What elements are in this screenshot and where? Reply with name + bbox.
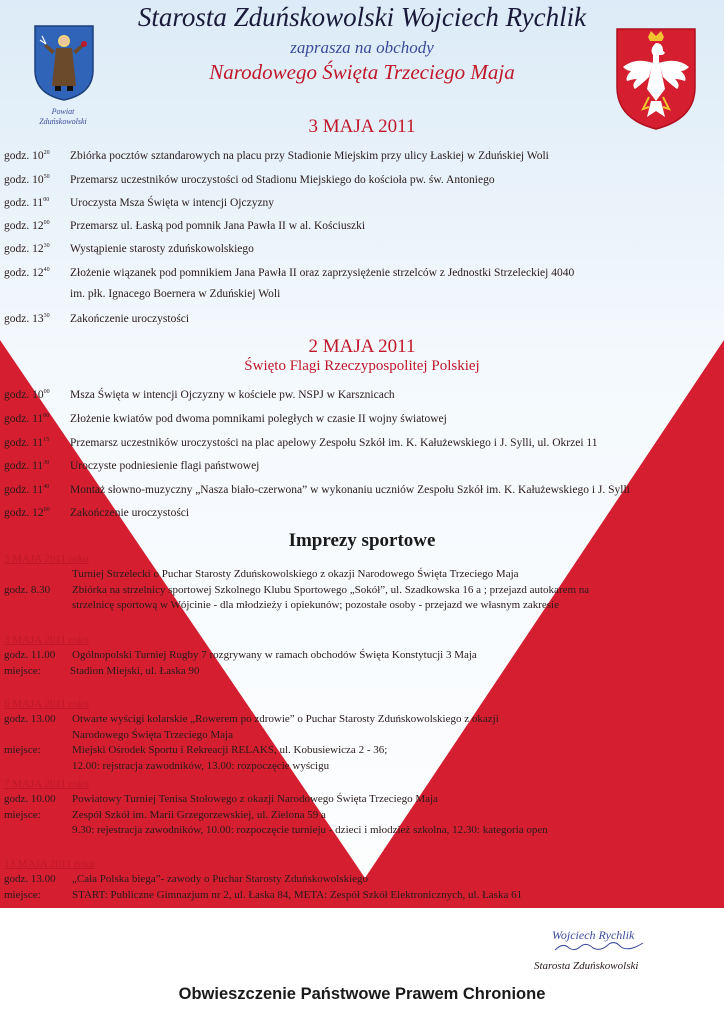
schedule-row bbox=[4, 239, 254, 256]
schedule-desc: Złożenie kwiatów pod dwoma pomnikami poległych w czasie II wojny światowej bbox=[70, 412, 447, 425]
footer-notice: Obwieszczenie Państwowe Prawem Chronione bbox=[178, 985, 546, 1003]
schedule-row bbox=[4, 456, 259, 473]
crest-caption-line1: Powiat bbox=[51, 107, 75, 116]
schedule-desc: Montaż słowno-muzyczny „Nasza biało-czerwona” w wykonaniu uczniów Zespołu Szkół im. K. Kałużewskiego i J. Sylli bbox=[70, 483, 630, 496]
sports-text: 12.00: rejstracja zawodników, 13.00: rozpoczęcie wyścigu bbox=[72, 759, 330, 772]
sports-label: godz. 13.00 bbox=[4, 713, 56, 725]
schedule-time-text: godz. 11 bbox=[4, 412, 44, 425]
schedule-time bbox=[4, 480, 70, 497]
may2-heading: 2 MAJA 2011 bbox=[308, 336, 416, 357]
signature-role: Starosta Zduńskowolski bbox=[534, 960, 639, 972]
schedule-desc: Uroczysta Msza Święta w intencji Ojczyzny bbox=[70, 196, 275, 209]
schedule-time bbox=[4, 216, 70, 233]
schedule-desc: Złożenie wiązanek pod pomnikiem Jana Pawła II oraz zaprzysiężenie strzelców z Jednostki Strzeleckiej 4040 bbox=[70, 266, 575, 279]
schedule-time bbox=[4, 385, 70, 402]
sports-text: 9.30: rejestracja zawodników, 10.00: rozpoczęcie turnieju - dzieci i młodzież szkolna, 12.30: kategoria open bbox=[72, 824, 548, 836]
schedule-row bbox=[4, 385, 395, 402]
schedule-time-minutes: 00 bbox=[43, 220, 50, 226]
schedule-row bbox=[4, 216, 365, 233]
schedule-time-text: godz. 10 bbox=[4, 173, 44, 186]
sports-text: Otwarte wyścigi kolarskie „Rowerem po zdrowie” o Puchar Starosty Zduńskowolskiego z okazji bbox=[72, 713, 499, 725]
schedule-time-text: godz. 11 bbox=[4, 483, 44, 496]
sports-text: Zespół Szkół im. Marii Grzegorzewskiej, ul. Zielona 59 a bbox=[72, 808, 326, 821]
sports-text: Powiatowy Turniej Tenisa Stołowego z okazji Narodowego Święta Trzeciego Maja bbox=[72, 793, 438, 805]
sports-label: miejsce: bbox=[4, 664, 41, 677]
schedule-time-text: godz. 12 bbox=[4, 506, 44, 519]
schedule-row bbox=[4, 309, 189, 326]
schedule-desc: Msza Święta w intencji Ojczyzny w kościele pw. NSPJ w Karsznicach bbox=[70, 388, 395, 401]
sports-text: Turniej Strzelecki o Puchar Starosty Zduńskowolskiego z okazji Narodowego Święta Trzeciego Maja bbox=[72, 568, 519, 580]
signature-name: Wojciech Rychlik bbox=[552, 928, 635, 942]
page-subtitle: zaprasza na obchody bbox=[290, 38, 434, 57]
schedule-time-minutes: 00 bbox=[43, 197, 50, 203]
sports-label: godz. 13.00 bbox=[4, 873, 56, 885]
sports-text: Stadion Miejski, ul. Łaska 90 bbox=[70, 664, 200, 677]
schedule-row bbox=[4, 146, 549, 163]
sports-date: 3 MAJA 2011 roku bbox=[4, 553, 89, 565]
schedule-time-minutes: 15 bbox=[43, 437, 50, 443]
schedule-row bbox=[4, 480, 630, 497]
schedule-time-text: godz. 12 bbox=[4, 219, 44, 232]
schedule-time bbox=[4, 433, 70, 450]
schedule-time-minutes: 30 bbox=[43, 313, 50, 319]
schedule-row bbox=[4, 433, 598, 450]
sports-label: miejsce: bbox=[4, 808, 41, 821]
schedule-time bbox=[4, 193, 70, 210]
schedule-time-minutes: 40 bbox=[43, 267, 50, 273]
may2-subheading: Święto Flagi Rzeczypospolitej Polskiej bbox=[244, 358, 480, 374]
schedule-time-minutes: 00 bbox=[43, 507, 50, 513]
sports-date: 6 MAJA 2011 roku bbox=[4, 698, 89, 710]
schedule-time bbox=[4, 170, 70, 187]
sports-text: Narodowego Święta Trzeciego Maja bbox=[72, 728, 233, 741]
schedule-time-minutes: 20 bbox=[43, 150, 50, 156]
schedule-time-text: godz. 11 bbox=[4, 436, 44, 449]
schedule-time bbox=[4, 146, 70, 163]
schedule-time bbox=[4, 503, 70, 520]
page-title: Starosta Zduńskowolski Wojciech Rychlik bbox=[137, 2, 587, 32]
sports-heading: Imprezy sportowe bbox=[288, 530, 436, 551]
sports-label: godz. 10.00 bbox=[4, 793, 56, 805]
schedule-time-text: godz. 12 bbox=[4, 266, 44, 279]
schedule-time-minutes: 00 bbox=[43, 389, 50, 395]
schedule-desc: Uroczyste podniesienie flagi państwowej bbox=[70, 459, 260, 472]
sports-date: 7 MAJA 2011 roku bbox=[4, 778, 89, 790]
schedule-time bbox=[4, 309, 70, 326]
schedule-time-minutes: 00 bbox=[43, 413, 50, 419]
schedule-desc: Zakończenie uroczystości bbox=[70, 312, 190, 325]
schedule-time bbox=[4, 409, 70, 426]
schedule-desc: Przemarsz uczestników uroczystości na plac apelowy Zespołu Szkół im. K. Kałużewskiego i J. Sylli, ul. Okrzei 11 bbox=[70, 436, 598, 449]
sports-label: miejsce: bbox=[4, 744, 41, 756]
schedule-time-text: godz. 11 bbox=[4, 459, 44, 472]
sports-date: 3 MAJA 2011 roku bbox=[4, 634, 89, 646]
schedule-row bbox=[4, 170, 495, 187]
schedule-desc: Przemarsz uczestników uroczystości od Stadionu Miejskiego do kościoła pw. św. Antoniego bbox=[70, 173, 495, 186]
schedule-time-minutes: 30 bbox=[43, 460, 50, 466]
sports-text: Zbiórka na strzelnicy sportowej Szkolnego Klubu Sportowego „Sokół”, ul. Szadkowska 16 a ; przejazd autokarem na bbox=[72, 583, 590, 596]
schedule-row bbox=[4, 263, 574, 280]
signature-icon bbox=[553, 938, 645, 954]
crest-caption-line2: Zduńskowolski bbox=[39, 117, 87, 126]
page-subtitle-event: Narodowego Święta Trzeciego Maja bbox=[209, 60, 515, 84]
sports-date: 13 MAJA 2011 roku bbox=[4, 858, 95, 870]
schedule-row bbox=[4, 409, 447, 426]
schedule-desc: Wystąpienie starosty zduńskowolskiego bbox=[70, 242, 254, 255]
sports-text: strzelnicę sportową w Wójcinie - dla młodzieży i opiekunów; pozostałe osoby - przejazd we własnym zakresie bbox=[72, 599, 559, 611]
schedule-desc: Zbiórka pocztów sztandarowych na placu przy Stadionie Miejskim przy ulicy Łaskiej w Zduńskiej Woli bbox=[70, 149, 549, 162]
sports-text: Ogólnopolski Turniej Rugby 7 rozgrywany w ramach obchodów Święta Konstytucji 3 Maja bbox=[72, 649, 477, 661]
may3-heading: 3 MAJA 2011 bbox=[308, 116, 416, 137]
schedule-time-minutes: 40 bbox=[43, 484, 50, 490]
sports-label: godz. 11.00 bbox=[4, 649, 56, 661]
schedule-time-text: godz. 13 bbox=[4, 312, 44, 325]
schedule-row bbox=[4, 287, 280, 301]
schedule-time-text: godz. 12 bbox=[4, 242, 44, 255]
schedule-time bbox=[4, 456, 70, 473]
sports-text: „Cała Polska biega”- zawody o Puchar Starosty Zduńskowolskiego bbox=[72, 873, 369, 885]
schedule-time-minutes: 30 bbox=[43, 243, 50, 249]
schedule-time bbox=[4, 239, 70, 256]
schedule-time-text: godz. 10 bbox=[4, 388, 44, 401]
sports-label: miejsce: bbox=[4, 888, 41, 901]
schedule-desc: im. płk. Ignacego Boernera w Zduńskiej Woli bbox=[70, 288, 281, 300]
schedule-row bbox=[4, 193, 274, 210]
schedule-time-minutes: 50 bbox=[43, 174, 50, 180]
schedule-time-text: godz. 10 bbox=[4, 149, 44, 162]
sports-label: godz. 8.30 bbox=[4, 583, 51, 596]
schedule-desc: Przemarsz ul. Łaską pod pomnik Jana Pawła II w al. Kościuszki bbox=[70, 219, 366, 232]
sports-text: Miejski Ośrodek Sportu i Rekreacji RELAKS, ul. Kobusiewicza 2 - 36; bbox=[72, 744, 388, 756]
schedule-time bbox=[4, 263, 70, 280]
schedule-row bbox=[4, 503, 189, 520]
schedule-time-text: godz. 11 bbox=[4, 196, 44, 209]
sports-text: START: Publiczne Gimnazjum nr 2, ul. Łaska 84, META: Zespół Szkół Elektronicznych, ul. Łaska 61 bbox=[72, 888, 523, 901]
schedule-desc: Zakończenie uroczystości bbox=[70, 506, 190, 519]
